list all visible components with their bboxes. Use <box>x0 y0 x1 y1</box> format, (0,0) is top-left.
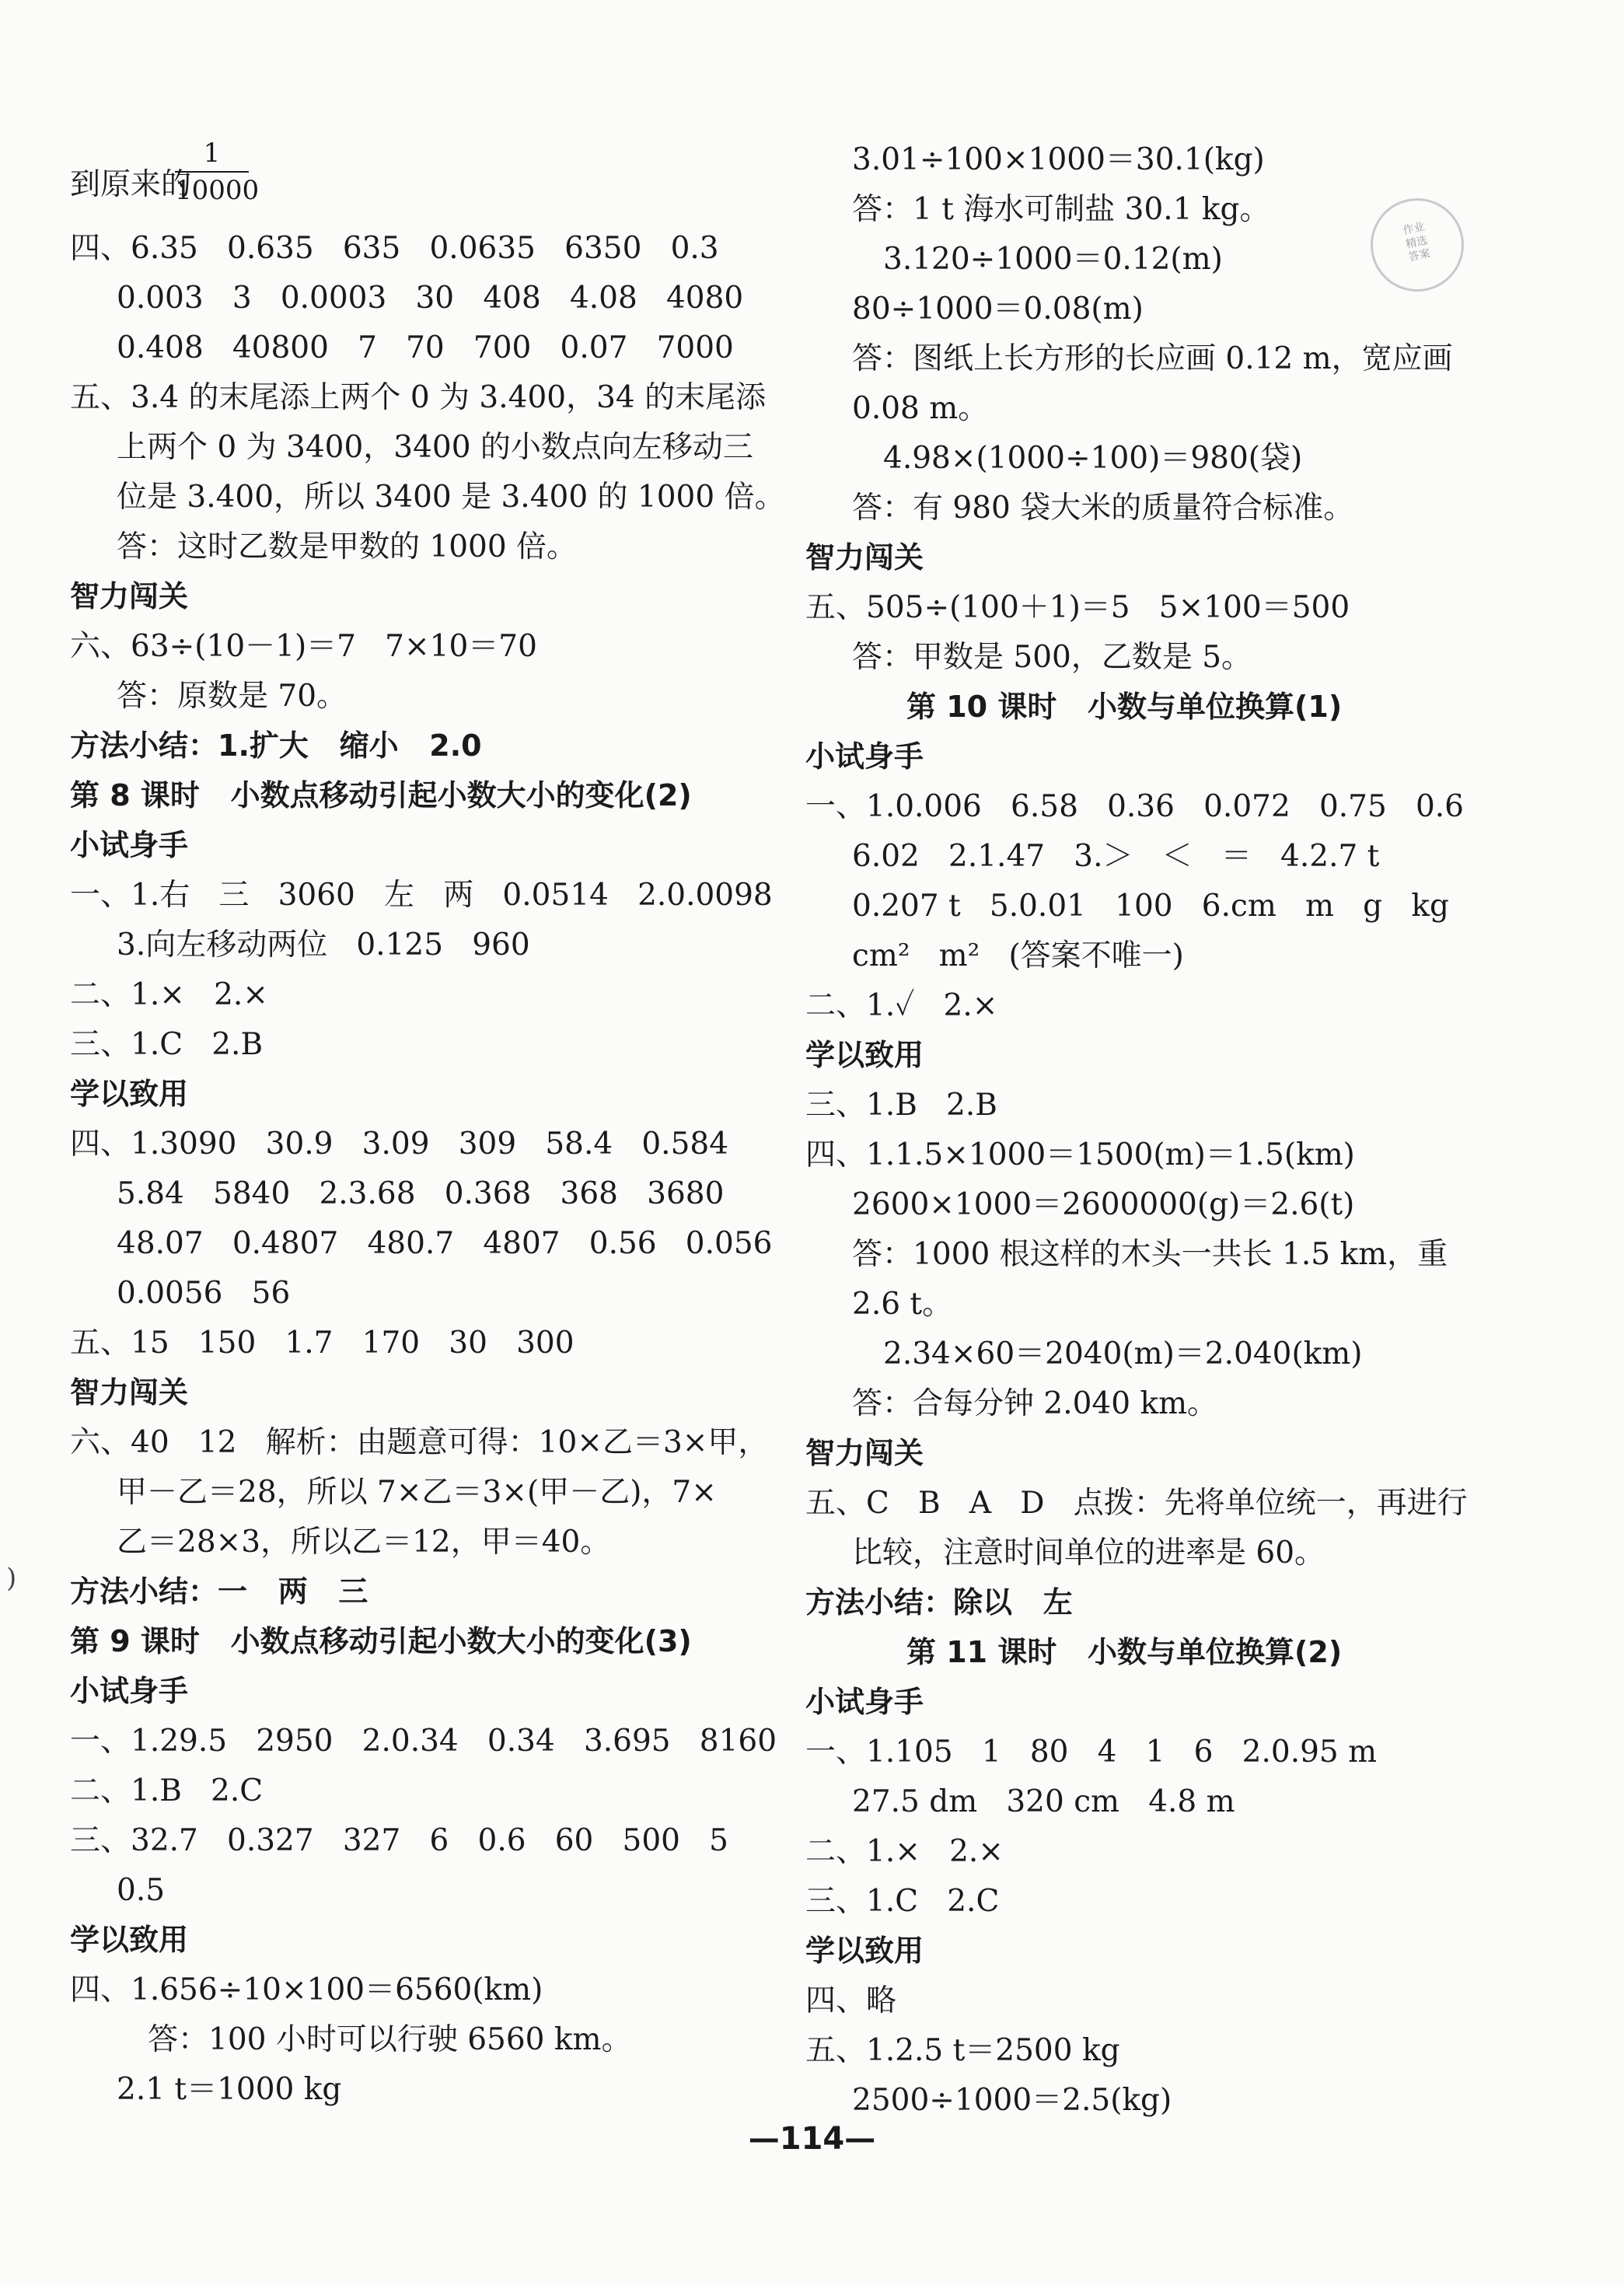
answer-line: 2.1 t＝1000 kg <box>117 2072 342 2107</box>
answer-line: 48.07 0.4807 480.7 4807 0.56 0.056 <box>117 1226 773 1261</box>
section-heading: 小试身手 <box>805 1685 924 1719</box>
answer-line: 3.120÷1000＝0.12(m) <box>883 242 1223 277</box>
section-heading: 小试身手 <box>805 739 924 774</box>
section-heading: 智力闯关 <box>70 1375 189 1410</box>
section-heading: 方法小结：一 两 三 <box>70 1574 368 1609</box>
section-heading: 学以致用 <box>805 1038 924 1072</box>
section-heading: 方法小结：除以 左 <box>805 1585 1073 1619</box>
section-heading: 学以致用 <box>805 1934 924 1968</box>
answer-line: 五、505÷(100＋1)＝5 5×100＝500 <box>805 590 1350 625</box>
lesson-title: 第 10 课时 小数与单位换算(1) <box>906 690 1343 724</box>
section-heading: 智力闯关 <box>805 540 924 575</box>
answer-line: 答：1000 根这样的木头一共长 1.5 km，重 <box>852 1237 1448 1272</box>
stamp-line-1: 作业 <box>1402 220 1426 238</box>
answer-line: 80÷1000＝0.08(m) <box>852 292 1144 327</box>
page-number: —114— <box>748 2121 876 2157</box>
answer-line: 0.003 3 0.0003 30 408 4.08 4080 <box>117 281 744 316</box>
answer-line: 答：100 小时可以行驶 6560 km。 <box>148 2022 632 2057</box>
answer-line: 一、1.105 1 80 4 1 6 2.0.95 m <box>805 1735 1378 1770</box>
answer-line: 五、1.2.5 t＝2500 kg <box>805 2033 1120 2068</box>
answer-line: 0.408 40800 7 70 700 0.07 7000 <box>117 330 734 365</box>
answer-line: cm² m² (答案不唯一) <box>852 938 1184 973</box>
answer-line: 答：图纸上长方形的长应画 0.12 m，宽应画 <box>852 341 1453 376</box>
answer-line: 比较，注意时间单位的进率是 60。 <box>852 1536 1325 1571</box>
fraction <box>175 138 260 206</box>
fraction-numerator: 1 <box>175 140 249 173</box>
intro-prefix: 到原来的 <box>70 167 192 202</box>
answer-line: 0.08 m。 <box>852 391 989 426</box>
answer-line: 3.向左移动两位 0.125 960 <box>117 928 530 963</box>
answer-line: 二、1.B 2.C <box>70 1773 264 1808</box>
answer-line: 2.34×60＝2040(m)＝2.040(km) <box>883 1336 1363 1371</box>
section-heading: 学以致用 <box>70 1077 189 1111</box>
answer-line: 四、略 <box>805 1983 897 2018</box>
answer-line: 位是 3.400，所以 3400 是 3.400 的 1000 倍。 <box>117 480 785 515</box>
answer-line: 答：这时乙数是甲数的 1000 倍。 <box>117 529 578 564</box>
answer-line: 三、1.C 2.B <box>70 1027 264 1062</box>
section-heading: 智力闯关 <box>70 579 189 613</box>
answer-line: 五、3.4 的末尾添上两个 0 为 3.400，34 的末尾添 <box>70 380 767 415</box>
answer-line: 27.5 dm 320 cm 4.8 m <box>852 1784 1235 1819</box>
answer-line: 4.98×(1000÷100)＝980(袋) <box>883 441 1303 476</box>
answer-line: 一、1.右 三 3060 左 两 0.0514 2.0.0098 <box>70 878 773 913</box>
margin-mark: ) <box>6 1563 17 1594</box>
answer-line: 五、15 150 1.7 170 30 300 <box>70 1326 575 1361</box>
answer-line: 答：1 t 海水可制盐 30.1 kg。 <box>852 192 1270 227</box>
answer-line: 0.0056 56 <box>117 1276 291 1311</box>
fraction-denominator: 10000 <box>175 175 260 206</box>
answer-line: 四、1.1.5×1000＝1500(m)＝1.5(km) <box>805 1137 1355 1172</box>
answer-line: 6.02 2.1.47 3.＞ ＜ ＝ 4.2.7 t <box>852 839 1380 874</box>
answer-line: 0.5 <box>117 1873 166 1908</box>
answer-line: 答：甲数是 500，乙数是 5。 <box>852 640 1252 675</box>
answer-line: 六、40 12 解析：由题意可得：10×乙＝3×甲， <box>70 1425 769 1460</box>
answer-line: 2600×1000＝2600000(g)＝2.6(t) <box>852 1187 1355 1222</box>
section-heading: 学以致用 <box>70 1923 189 1957</box>
answer-line: 0.207 t 5.0.01 100 6.cm m g kg <box>852 889 1449 924</box>
answer-line: 5.84 5840 2.3.68 0.368 368 3680 <box>117 1176 725 1211</box>
answer-line: 四、6.35 0.635 635 0.0635 6350 0.3 <box>70 231 719 266</box>
lesson-title: 第 9 课时 小数点移动引起小数大小的变化(3) <box>70 1624 692 1658</box>
answer-line: 2.6 t。 <box>852 1287 953 1322</box>
answer-line: 二、1.× 2.× <box>70 977 268 1012</box>
answer-line: 一、1.29.5 2950 2.0.34 0.34 3.695 8160 <box>70 1724 777 1759</box>
answer-line: 三、32.7 0.327 327 6 0.6 60 500 5 <box>70 1823 728 1858</box>
answer-line: 二、1.✓ 2.× <box>805 988 998 1023</box>
section-heading: 智力闯关 <box>805 1436 924 1470</box>
answer-line: 六、63÷(10－1)＝7 7×10＝70 <box>70 629 537 664</box>
answer-line: 2500÷1000＝2.5(kg) <box>852 2083 1172 2118</box>
section-heading: 小试身手 <box>70 828 189 862</box>
answer-line: 四、1.656÷10×100＝6560(km) <box>70 1972 543 2007</box>
answer-line: 四、1.3090 30.9 3.09 309 58.4 0.584 <box>70 1127 729 1162</box>
answer-line: 答：合每分钟 2.040 km。 <box>852 1386 1218 1421</box>
answer-line: 答：原数是 70。 <box>117 679 348 714</box>
answer-line: 三、1.C 2.C <box>805 1884 1000 1919</box>
answer-line: 二、1.× 2.× <box>805 1834 1004 1869</box>
answer-line: 甲－乙＝28，所以 7×乙＝3×(甲－乙)，7× <box>117 1475 717 1510</box>
answer-line: 五、C B A D 点拨：先将单位统一，再进行 <box>805 1486 1468 1521</box>
answer-line: 上两个 0 为 3400，3400 的小数点向左移动三 <box>117 430 753 465</box>
lesson-title: 第 8 课时 小数点移动引起小数大小的变化(2) <box>70 778 692 812</box>
answer-line: 3.01÷100×1000＝30.1(kg) <box>852 142 1265 177</box>
lesson-title: 第 11 课时 小数与单位换算(2) <box>906 1635 1343 1669</box>
answer-line: 答：有 980 袋大米的质量符合标准。 <box>852 491 1354 526</box>
stamp-line-3: 答案 <box>1407 246 1432 264</box>
answer-line: 一、1.0.006 6.58 0.36 0.072 0.75 0.6 <box>805 789 1464 824</box>
stamp-line-2: 精选 <box>1404 233 1429 251</box>
answer-line: 三、1.B 2.B <box>805 1088 997 1123</box>
watermark-stamp <box>1362 190 1472 300</box>
answer-line: 乙＝28×3，所以乙＝12，甲＝40。 <box>117 1525 611 1560</box>
section-heading: 方法小结：1.扩大 缩小 2.0 <box>70 728 482 763</box>
section-heading: 小试身手 <box>70 1674 189 1708</box>
